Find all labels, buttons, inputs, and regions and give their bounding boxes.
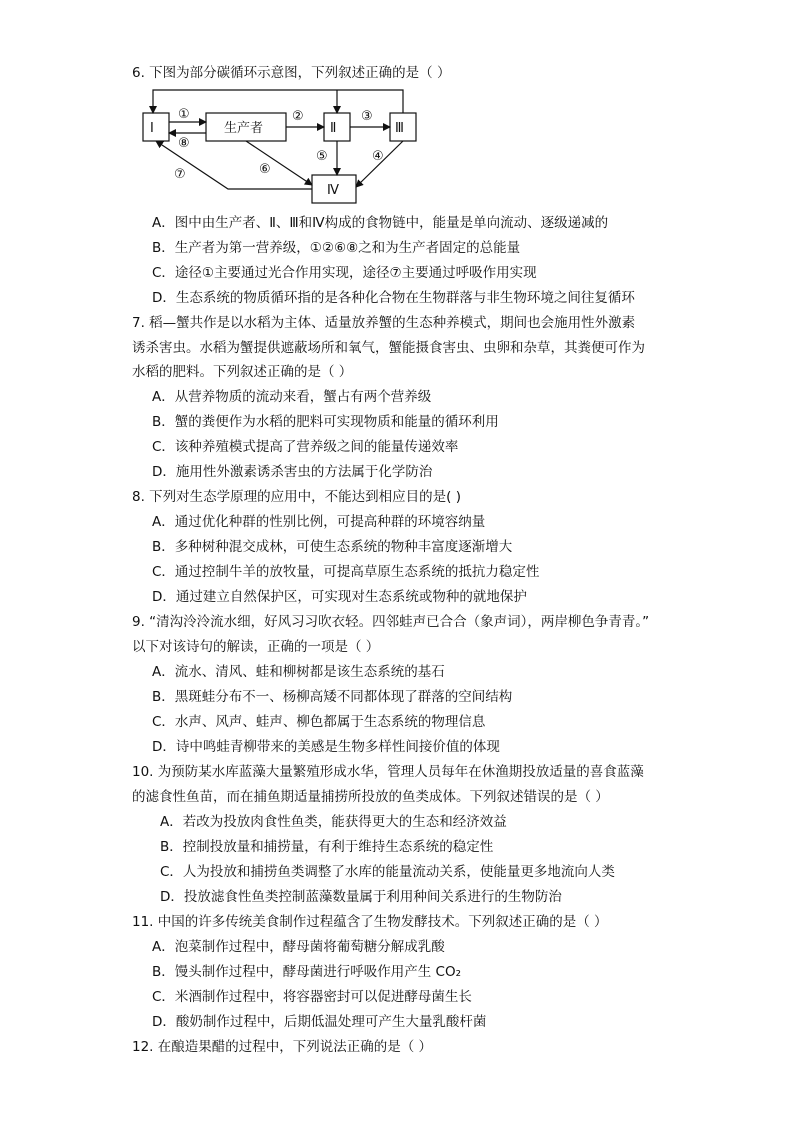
arrow-1-label: ① xyxy=(178,107,190,122)
q10-option-d: D．投放滤食性鱼类控制蓝藻数量属于利用种间关系进行的生物防治 xyxy=(160,889,562,905)
arrow-4-label: ④ xyxy=(372,149,384,164)
q9-option-d: D．诗中鸣蛙青柳带来的美感是生物多样性间接价值的体现 xyxy=(152,739,500,755)
arrow-2-label: ② xyxy=(292,109,304,124)
q11-option-d: D．酸奶制作过程中，后期低温处理可产生大量乳酸杆菌 xyxy=(152,1014,487,1030)
q7-option-d: D．施用性外激素诱杀害虫的方法属于化学防治 xyxy=(152,464,433,480)
node-2-box xyxy=(324,113,350,141)
q11-option-a: A．泡菜制作过程中，酵母菌将葡萄糖分解成乳酸 xyxy=(152,939,445,955)
arrow-5-label: ⑤ xyxy=(316,149,328,164)
arrow-6-label: ⑥ xyxy=(259,162,271,177)
q8-option-d: D．通过建立自然保护区，可实现对生态系统或物种的就地保护 xyxy=(152,589,527,605)
q9-option-a: A．流水、清风、蛙和柳树都是该生态系统的基石 xyxy=(152,664,445,680)
question-12-stem: 12. 在酿造果醋的过程中，下列说法正确的是（ ） xyxy=(132,1039,433,1055)
q10-option-b: B．控制投放量和捕捞量，有利于维持生态系统的稳定性 xyxy=(160,839,494,855)
arrow-6 xyxy=(246,141,312,185)
question-10-stem-line1: 10. 为预防某水库蓝藻大量繁殖形成水华，管理人员每年在休渔期投放适量的喜食蓝藻 xyxy=(132,764,644,780)
q10-option-a: A．若改为投放肉食性鱼类，能获得更大的生态和经济效益 xyxy=(160,814,507,830)
q11-option-c: C．米酒制作过程中，将容器密封可以促进酵母菌生长 xyxy=(152,989,472,1005)
q6-option-a: A．图中由生产者、Ⅱ、Ⅲ和Ⅳ构成的食物链中，能量是单向流动、逐级递减的 xyxy=(152,215,609,231)
question-8-stem: 8. 下列对生态学原理的应用中，不能达到相应目的是( ) xyxy=(132,489,461,505)
q8-option-c: C．通过控制牛羊的放牧量，可提高草原生态系统的抵抗力稳定性 xyxy=(152,564,540,580)
question-7-stem-line1: 7. 稻—蟹共作是以水稻为主体、适量放养蟹的生态种养模式，期间也会施用性外激素 xyxy=(132,315,636,331)
question-10-stem-line2: 的滤食性鱼苗，而在捕鱼期适量捕捞所投放的鱼类成体。下列叙述错误的是（ ） xyxy=(132,789,609,805)
question-7-stem-line3: 水稻的肥料。下列叙述正确的是（ ） xyxy=(132,364,353,380)
node-3-label: Ⅲ xyxy=(395,121,404,136)
node-1-box xyxy=(143,113,169,141)
question-6-stem: 6. 下图为部分碳循环示意图，下列叙述正确的是（ ） xyxy=(132,65,451,81)
node-2-label: Ⅱ xyxy=(330,121,337,136)
q8-option-a: A．通过优化种群的性别比例，可提高种群的环境容纳量 xyxy=(152,514,486,530)
arrow-8-label: ⑧ xyxy=(178,136,190,151)
q6-option-d: D．生态系统的物质循环指的是各种化合物在生物群落与非生物环境之间往复循环 xyxy=(152,290,635,306)
node-4-label: Ⅳ xyxy=(327,183,339,198)
question-9-stem-line2: 以下对该诗句的解读，正确的一项是（ ） xyxy=(132,639,380,655)
arrow-7-label: ⑦ xyxy=(174,167,186,182)
producer-label: 生产者 xyxy=(224,121,264,136)
node-1-label: Ⅰ xyxy=(150,121,154,136)
q9-option-b: B．黑斑蛙分布不一、杨柳高矮不同都体现了群落的空间结构 xyxy=(152,689,513,705)
q10-option-c: C．人为投放和捕捞鱼类调整了水库的能量流动关系，使能量更多地流向人类 xyxy=(160,864,615,880)
q6-option-c: C．途径①主要通过光合作用实现，途径⑦主要通过呼吸作用实现 xyxy=(152,265,537,281)
q8-option-b: B．多种树种混交成林，可使生态系统的物种丰富度逐渐增大 xyxy=(152,539,513,555)
question-11-stem: 11. 中国的许多传统美食制作过程蕴含了生物发酵技术。下列叙述正确的是（ ） xyxy=(132,914,608,930)
q7-option-b: B．蟹的粪便作为水稻的肥料可实现物质和能量的循环利用 xyxy=(152,414,499,430)
carbon-cycle-diagram xyxy=(140,85,430,210)
q6-option-b: B．生产者为第一营养级，①②⑥⑧之和为生产者固定的总能量 xyxy=(152,240,521,256)
q7-option-c: C．该种养殖模式提高了营养级之间的能量传递效率 xyxy=(152,439,459,455)
arrow-4 xyxy=(356,141,403,187)
question-7-stem-line2: 诱杀害虫。水稻为蟹提供遮蔽场所和氧气，蟹能摄食害虫、虫卵和杂草，其粪便可作为 xyxy=(132,340,645,356)
q9-option-c: C．水声、风声、蛙声、柳色都属于生态系统的物理信息 xyxy=(152,714,486,730)
q7-option-a: A．从营养物质的流动来看，蟹占有两个营养级 xyxy=(152,389,432,405)
question-9-stem-line1: 9. “清沟泠泠流水细，好风习习吹衣轻。四邻蛙声已合合（象声词），两岸柳色争青青。” xyxy=(132,614,650,630)
arrow-3-label: ③ xyxy=(361,109,373,124)
q11-option-b: B．馒头制作过程中，酵母菌进行呼吸作用产生 CO₂ xyxy=(152,964,462,980)
